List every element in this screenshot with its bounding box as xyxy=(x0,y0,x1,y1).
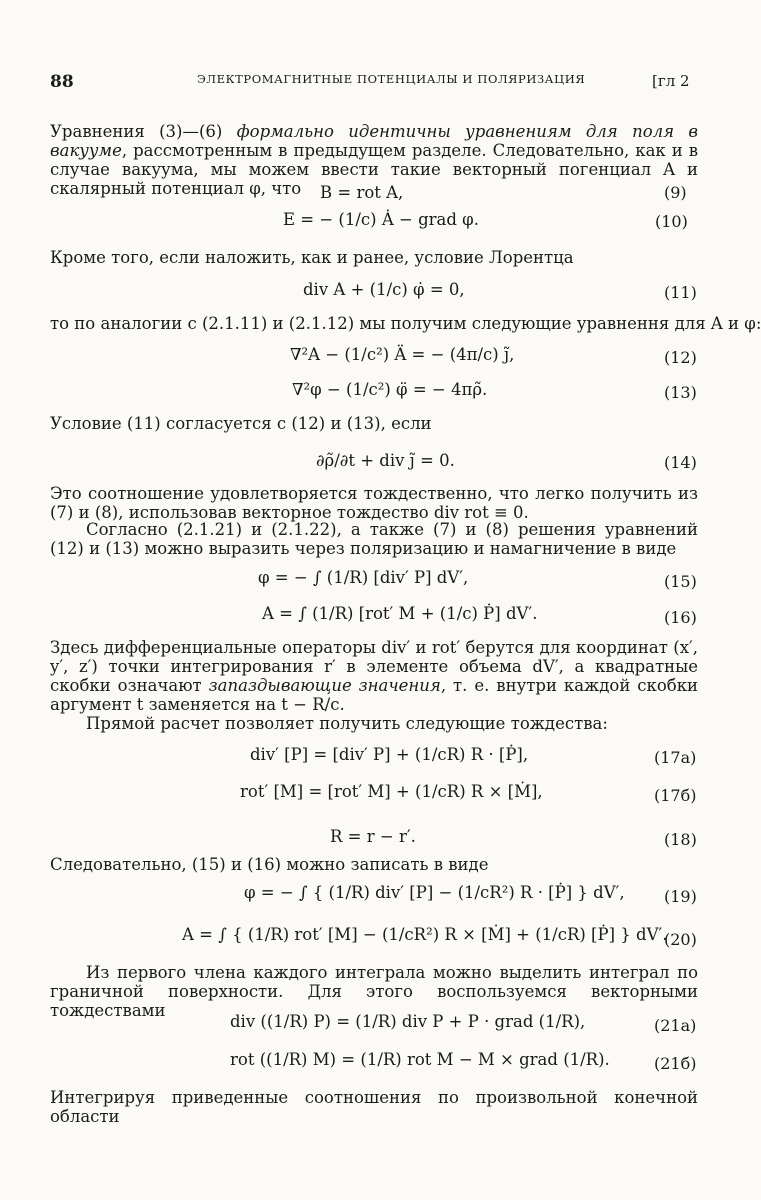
equation-17a: div′ [P] = [div′ P] + (1/cR) R · [Ṗ], xyxy=(250,745,529,764)
equation-11: div A + (1/c) φ̇ = 0, xyxy=(303,280,465,299)
running-title: ЭЛЕКТРОМАГНИТНЫЕ ПОТЕНЦИАЛЫ И ПОЛЯРИЗАЦИЯ xyxy=(197,72,586,86)
equation-19-number: (19) xyxy=(664,887,697,906)
equation-20: A = ∫ { (1/R) rot′ [M] − (1/cR²) R × [Ṁ] + (1/cR) [Ṗ] } dV′. xyxy=(182,925,668,944)
equation-14: ∂ρ̃/∂t + div j̃ = 0. xyxy=(316,451,455,470)
equation-12: ∇²A − (1/c²) Ä = − (4π/c) j̃, xyxy=(290,345,515,364)
equation-17b-number: (17б) xyxy=(654,786,697,805)
p7-rest: , т. е. внутри каждой скобки аргумент t заменяется на t − R/c. xyxy=(50,676,699,714)
equation-21b: rot ((1/R) M) = (1/R) rot M − M × grad (1/R). xyxy=(230,1050,610,1069)
paragraph-3: то по аналогии с (2.1.11) и (2.1.12) мы получим следующие уравнення для A и φ: xyxy=(50,314,761,333)
p7-lead: Здесь дифференциальные операторы div′ и rot′ берутся для координат (x′, y′, z′) точки интегрирования r′ в элементе объема dV′, а квадратные скобки означают xyxy=(50,638,698,695)
equation-21a-number: (21а) xyxy=(654,1016,697,1035)
paragraph-6: Согласно (2.1.21) и (2.1.22), а также (7) и (8) решения уравнений (12) и (13) можно выразить через поляризацию и намагничение в виде xyxy=(50,520,698,558)
p7-italic: запаздывающие значения xyxy=(208,676,441,695)
p1-rest: , рассмотренным в предыдущем разделе. Следовательно, как и в случае вакуума, мы можем ввести такие векторный погенциал A и скалярный потенциал φ, что xyxy=(50,141,698,198)
paragraph-5: Это соотношение удовлетворяется тождественно, что легко получить из (7) и (8), использовав векторное тождество div rot ≡ 0. xyxy=(50,484,698,522)
equation-19: φ = − ∫ { (1/R) div′ [P] − (1/cR²) R · [Ṗ] } dV′, xyxy=(244,883,625,902)
p1-lead: Уравнения (3)—(6) xyxy=(50,122,237,141)
equation-18-number: (18) xyxy=(664,830,697,849)
equation-13: ∇²φ − (1/c²) φ̈ = − 4πρ̃. xyxy=(292,380,488,399)
equation-15-number: (15) xyxy=(664,572,697,591)
equation-9: B = rot A, xyxy=(320,183,404,202)
equation-13-number: (13) xyxy=(664,383,697,402)
paragraph-4: Условие (11) согласуется с (12) и (13), если xyxy=(50,414,432,433)
equation-9-number: (9) xyxy=(664,183,687,202)
equation-16-number: (16) xyxy=(664,608,697,627)
page-number: 88 xyxy=(50,72,74,92)
equation-16: A = ∫ (1/R) [rot′ M + (1/c) Ṗ] dV′. xyxy=(262,604,538,623)
equation-17a-number: (17а) xyxy=(654,748,697,767)
equation-10: E = − (1/c) Ȧ − grad φ. xyxy=(283,210,479,229)
paragraph-7 xyxy=(50,638,698,714)
chapter-ref: [гл 2 xyxy=(652,72,690,90)
equation-21a: div ((1/R) P) = (1/R) div P + P · grad (1/R), xyxy=(230,1012,586,1031)
equation-12-number: (12) xyxy=(664,348,697,367)
paragraph-8: Прямой расчет позволяет получить следующие тождества: xyxy=(86,714,608,733)
equation-21b-number: (21б) xyxy=(654,1054,697,1073)
paragraph-2: Кроме того, если наложить, как и ранее, условие Лорентца xyxy=(50,248,574,267)
equation-17b: rot′ [M] = [rot′ M] + (1/cR) R × [Ṁ], xyxy=(240,782,543,801)
paragraph-9: Следовательно, (15) и (16) можно записать в виде xyxy=(50,855,489,874)
paragraph-11: Интегрируя приведенные соотношения по произвольной конечной области xyxy=(50,1088,698,1126)
equation-20-number: (20) xyxy=(664,930,697,949)
p1-italic: формально идентичны уравнениям для поля в вакууме xyxy=(50,122,699,160)
equation-18: R = r − r′. xyxy=(330,827,416,846)
paragraph-10: Из первого члена каждого интеграла можно выделить интеграл по граничной поверхности. Для этого воспользуемся векторными тождествами xyxy=(50,963,698,1020)
equation-10-number: (10) xyxy=(655,212,688,231)
equation-15: φ = − ∫ (1/R) [div′ P] dV′, xyxy=(258,568,469,587)
equation-11-number: (11) xyxy=(664,283,697,302)
equation-14-number: (14) xyxy=(664,453,697,472)
